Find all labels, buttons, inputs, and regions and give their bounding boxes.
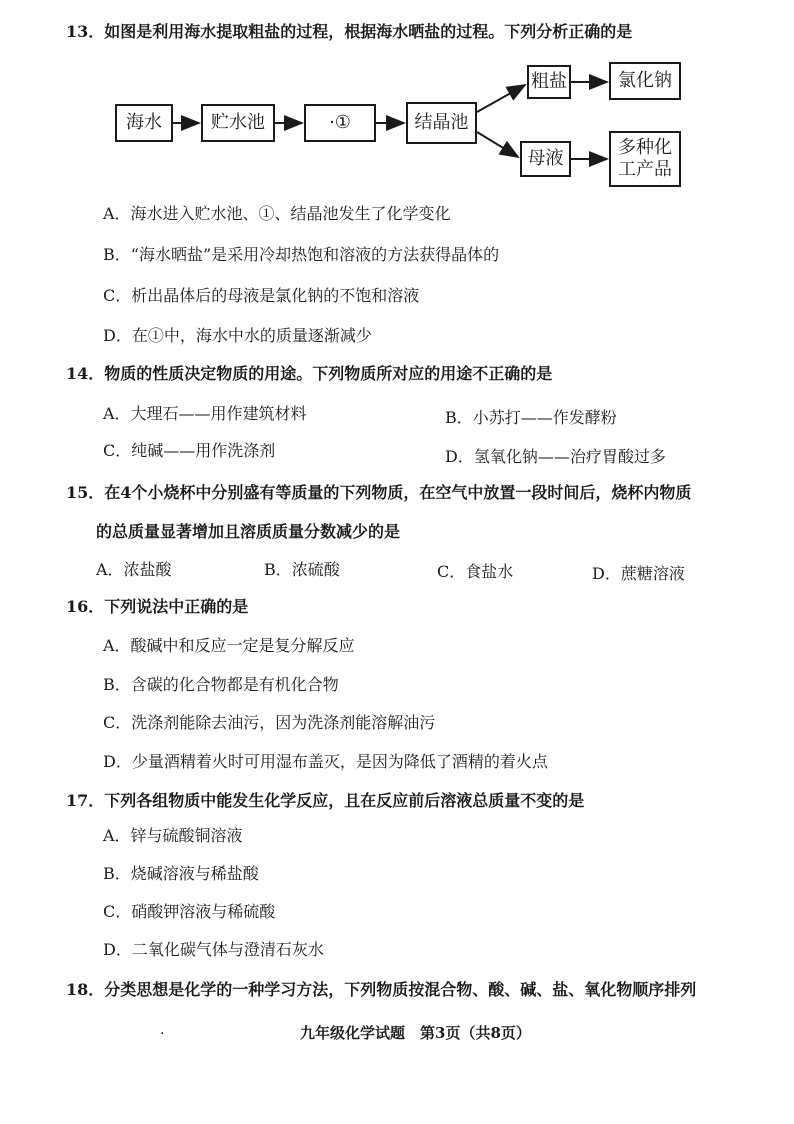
q17-option-d: D．二氧化碳气体与澄清石灰水 (103, 940, 324, 959)
q14-option-b: B．小苏打——作发酵粉 (445, 408, 617, 427)
q14-stem: 14．物质的性质决定物质的用途。下列物质所对应的用途不正确的是 (66, 364, 553, 383)
q17-option-a: A．锌与硫酸铜溶液 (103, 826, 243, 845)
box-crude-salt: 粗盐 (527, 65, 571, 99)
box-mother-liquor: 母液 (520, 141, 571, 177)
q17-option-b: B．烧碱溶液与稀盐酸 (103, 864, 259, 883)
q14-option-c: C．纯碱——用作洗涤剂 (103, 441, 276, 460)
box-step1: ·① (304, 104, 376, 142)
box-nacl: 氯化钠 (609, 62, 681, 100)
box-chemical-products (609, 131, 681, 187)
q15-option-b: B．浓硫酸 (264, 560, 340, 579)
box-storage-pool: 贮水池 (201, 104, 275, 142)
q16-option-d: D．少量酒精着火时可用湿布盖灭，是因为降低了酒精的着火点 (103, 752, 548, 771)
q16-option-a: A．酸碱中和反应一定是复分解反应 (103, 636, 355, 655)
products-line2: 工产品 (618, 159, 672, 180)
products-line1: 多种化 (618, 137, 672, 158)
q13-option-a: A．海水进入贮水池、①、结晶池发生了化学变化 (103, 204, 451, 223)
q16-option-b: B．含碳的化合物都是有机化合物 (103, 675, 339, 694)
page-footer: 九年级化学试题 第3页（共8页） (300, 1024, 531, 1042)
q15-option-d: D．蔗糖溶液 (592, 564, 685, 583)
arrow-crystal-crude (477, 85, 525, 112)
q17-stem: 17．下列各组物质中能发生化学反应，且在反应前后溶液总质量不变的是 (66, 791, 585, 810)
q15-stem-line2: 的总质量显著增加且溶质质量分数减少的是 (96, 522, 401, 541)
q14-option-d: D．氢氧化钠——治疗胃酸过多 (445, 447, 666, 466)
q13-option-c: C．析出晶体后的母液是氯化钠的不饱和溶液 (103, 286, 420, 305)
q13-stem: 13．如图是利用海水提取粗盐的过程，根据海水晒盐的过程。下列分析正确的是 (66, 22, 633, 41)
q16-option-c: C．洗涤剂能除去油污，因为洗涤剂能溶解油污 (103, 713, 436, 732)
q15-option-c: C．食盐水 (437, 562, 514, 581)
box-crystal-pool: 结晶池 (406, 102, 477, 144)
box-seawater: 海水 (115, 104, 173, 142)
q16-stem: 16．下列说法中正确的是 (66, 597, 249, 616)
footer-dot: · (160, 1026, 165, 1042)
q18-stem: 18．分类思想是化学的一种学习方法，下列物质按混合物、酸、碱、盐、氧化物顺序排列 (66, 980, 697, 999)
arrow-crystal-mother (477, 132, 518, 157)
q17-option-c: C．硝酸钾溶液与稀硫酸 (103, 902, 276, 921)
q15-stem-line1: 15．在4个小烧杯中分别盛有等质量的下列物质，在空气中放置一段时间后，烧杯内物质 (66, 483, 692, 502)
q13-option-b: B．“海水晒盐”是采用冷却热饱和溶液的方法获得晶体的 (103, 245, 500, 264)
q14-option-a: A．大理石——用作建筑材料 (103, 404, 307, 423)
q15-option-a: A．浓盐酸 (96, 560, 172, 579)
q13-option-d: D．在①中，海水中水的质量逐渐减少 (103, 326, 372, 345)
